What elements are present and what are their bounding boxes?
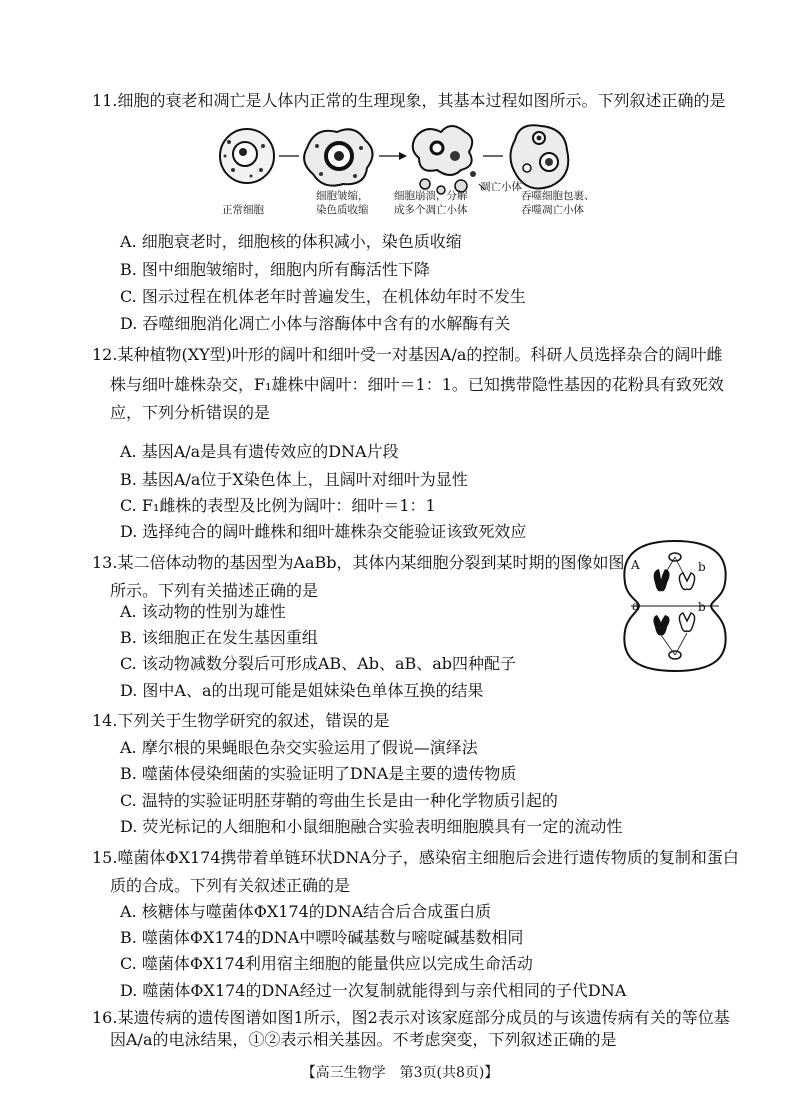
q12-option-d: D. 选择纯合的阔叶雌株和细叶雄株杂交能验证该致死效应 xyxy=(120,522,527,541)
q11-option-b: B. 图中细胞皱缩时，细胞内所有酶活性下降 xyxy=(120,260,430,279)
q11-option-d: D. 吞噬细胞消化凋亡小体与溶酶体中含有的水解酶有关 xyxy=(120,314,511,333)
q11-stem: 11.细胞的衰老和凋亡是人体内正常的生理现象，其基本过程如图所示。下列叙述正确的是 xyxy=(92,91,726,110)
q14-option-d: D. 荧光标记的人细胞和小鼠细胞融合实验表明细胞膜具有一定的流动性 xyxy=(120,817,623,836)
q11-option-a: A. 细胞衰老时，细胞核的体积减小，染色质收缩 xyxy=(120,232,462,251)
q13-option-b: B. 该细胞正在发生基因重组 xyxy=(120,628,318,647)
q14-option-a: A. 摩尔根的果蝇眼色杂交实验运用了假说—演绎法 xyxy=(120,738,478,757)
gene-label-A-top: A xyxy=(631,558,640,572)
q16-stem-1: 16.某遗传病的遗传图谱如图1所示，图2表示对该家庭部分成员的与该遗传病有关的等位基 xyxy=(92,1008,730,1027)
q14-stem: 14.下列关于生物学研究的叙述，错误的是 xyxy=(92,711,390,730)
caption-phagocyte-2: 吞噬凋亡小体 xyxy=(521,204,584,216)
caption-shrink-2: 染色质收缩 xyxy=(316,204,369,216)
q15-option-c: C. 噬菌体ΦX174利用宿主细胞的能量供应以完成生命活动 xyxy=(120,954,533,973)
q12-stem-2: 株与细叶雄株杂交，F₁雄株中阔叶：细叶＝1：1。已知携带隐性基因的花粉具有致死效 xyxy=(110,375,724,394)
caption-collapse-1: 细胞崩溃，分解 xyxy=(394,190,468,202)
page-footer: 【高三生物学 第3页(共8页)】 xyxy=(301,1065,499,1081)
q13-option-a: A. 该动物的性别为雄性 xyxy=(120,602,286,621)
gene-label-b-top: b xyxy=(698,560,706,574)
phagocyte-icon xyxy=(510,125,568,188)
apoptotic-bodies-icon xyxy=(413,126,476,194)
q15-stem-2: 质的合成。下列有关叙述正确的是 xyxy=(110,876,351,895)
normal-cell-icon xyxy=(220,129,274,183)
q14-option-c: C. 温特的实验证明胚芽鞘的弯曲生长是由一种化学物质引起的 xyxy=(120,791,558,810)
q13-option-c: C. 该动物减数分裂后可形成AB、Ab、aB、ab四种配子 xyxy=(120,654,517,673)
q15-option-d: D. 噬菌体ΦX174的DNA经过一次复制就能得到与亲代相同的子代DNA xyxy=(120,981,627,1000)
q16-stem-2: 因A/a的电泳结果，①②表示相关基因。不考虑突变，下列叙述正确的是 xyxy=(110,1030,617,1049)
q11-option-c: C. 图示过程在机体老年时普遍发生，在机体幼年时不发生 xyxy=(120,287,526,306)
q12-option-c: C. F₁雌株的表型及比例为阔叶：细叶＝1：1 xyxy=(120,496,436,515)
q13-stem-2: 所示。下列有关描述正确的是 xyxy=(110,581,319,600)
caption-shrink-1: 细胞皱缩， xyxy=(316,190,369,202)
chromosome-light-bottom-icon xyxy=(679,613,694,631)
caption-apoptotic-body: 凋亡小体 xyxy=(480,181,522,193)
q12-option-b: B. 基因A/a位于X染色体上，且阔叶对细叶为显性 xyxy=(120,470,468,489)
q12-stem-1: 12.某种植物(XY型)叶形的阔叶和细叶受一对基因A/a的控制。科研人员选择杂合的阔叶雌 xyxy=(92,345,723,364)
caption-collapse-2: 成多个凋亡小体 xyxy=(394,204,468,216)
caption-phagocyte-1: 吞噬细胞包裹、 xyxy=(521,190,595,202)
q12-stem-3: 应，下列分析错误的是 xyxy=(110,403,271,422)
caption-normal-cell: 正常细胞 xyxy=(222,204,264,216)
q15-option-b: B. 噬菌体ΦX174的DNA中嘌呤碱基数与嘧啶碱基数相同 xyxy=(120,928,524,947)
gene-label-b-bottom: b xyxy=(698,600,706,614)
chromosome-light-top-icon xyxy=(679,573,694,590)
shrunken-cell-icon xyxy=(304,129,372,185)
q15-stem-1: 15.噬菌体ΦX174携带着单链环状DNA分子，感染宿主细胞后会进行遗传物质的复制和蛋白 xyxy=(92,848,739,867)
q13-stem-1: 13.某二倍体动物的基因型为AaBb，其体内某细胞分裂到某时期的图像如图 xyxy=(92,553,625,572)
q15-option-a: A. 核糖体与噬菌体ΦX174的DNA结合后合成蛋白质 xyxy=(120,902,492,921)
gene-label-a-bottom: a xyxy=(632,599,640,613)
chromosome-dark-top-icon xyxy=(654,569,670,591)
q13-option-d: D. 图中A、a的出现可能是姐妹染色单体互换的结果 xyxy=(120,681,484,700)
q12-option-a: A. 基因A/a是具有遗传效应的DNA片段 xyxy=(120,442,399,461)
chromosome-dark-bottom-icon xyxy=(653,615,669,635)
q14-option-b: B. 噬菌体侵染细菌的实验证明了DNA是主要的遗传物质 xyxy=(120,764,517,783)
